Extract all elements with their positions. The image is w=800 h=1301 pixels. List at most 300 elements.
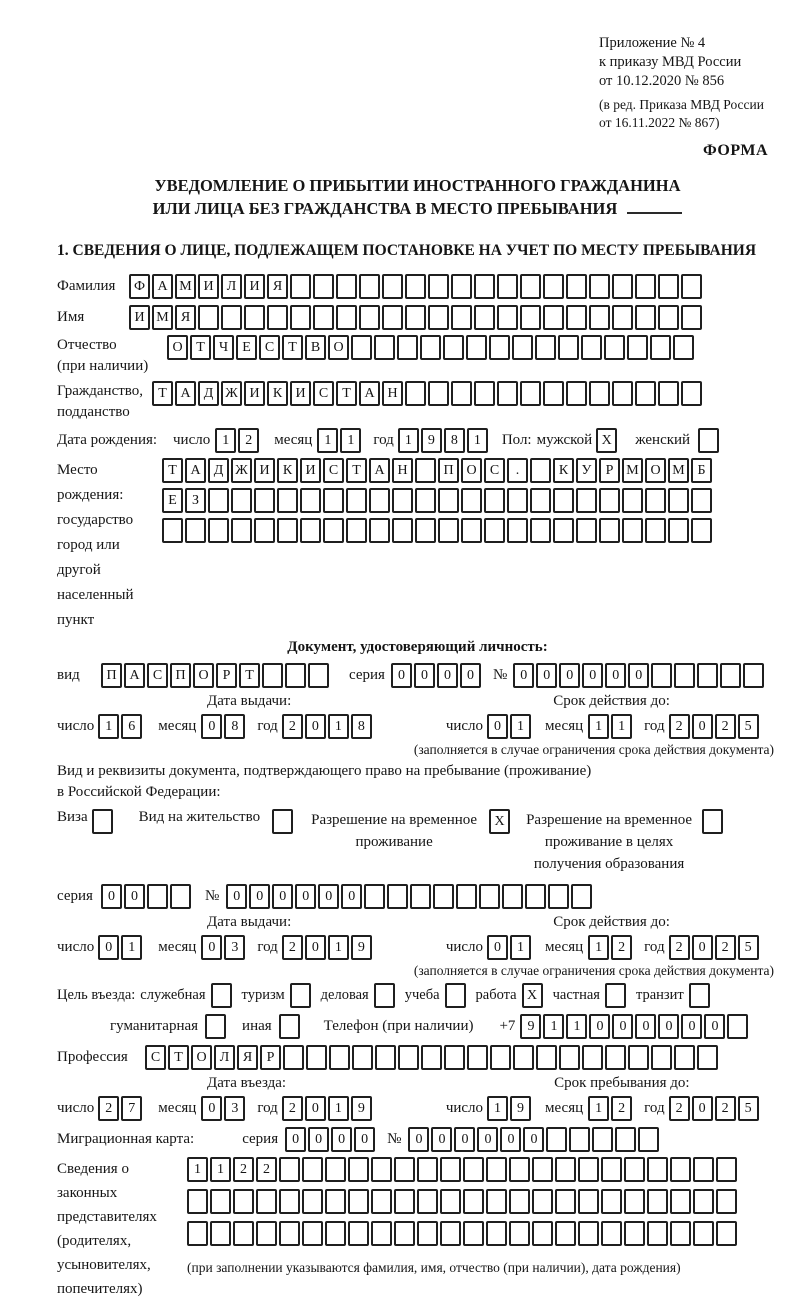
char-cell[interactable] <box>325 1157 346 1182</box>
char-cell[interactable]: 1 <box>187 1157 208 1182</box>
char-cell[interactable]: П <box>101 663 122 688</box>
char-cell[interactable] <box>348 1157 369 1182</box>
char-cell[interactable]: 1 <box>328 1096 349 1121</box>
char-cell[interactable]: С <box>323 458 344 483</box>
char-cell[interactable]: 1 <box>121 935 142 960</box>
char-cell[interactable] <box>440 1189 461 1214</box>
char-cell[interactable] <box>428 305 449 330</box>
char-cell[interactable]: Р <box>260 1045 281 1070</box>
char-cell[interactable]: 1 <box>543 1014 564 1039</box>
char-cell[interactable] <box>658 381 679 406</box>
char-cell[interactable] <box>624 1189 645 1214</box>
char-cell[interactable]: П <box>438 458 459 483</box>
char-cell[interactable] <box>438 488 459 513</box>
char-cell[interactable]: О <box>461 458 482 483</box>
char-cell[interactable] <box>647 1157 668 1182</box>
char-cell[interactable] <box>599 488 620 513</box>
char-cell[interactable] <box>532 1189 553 1214</box>
char-cell[interactable]: 8 <box>351 714 372 739</box>
char-cell[interactable]: Т <box>346 458 367 483</box>
char-cell[interactable] <box>635 381 656 406</box>
char-cell[interactable] <box>467 1045 488 1070</box>
char-cell[interactable]: 1 <box>588 1096 609 1121</box>
char-cell[interactable]: 8 <box>444 428 465 453</box>
char-cell[interactable]: Л <box>221 274 242 299</box>
char-cell[interactable] <box>256 1189 277 1214</box>
char-cell[interactable]: 1 <box>588 935 609 960</box>
char-cell[interactable]: Т <box>239 663 260 688</box>
char-cell[interactable]: Ч <box>213 335 234 360</box>
char-cell[interactable] <box>397 335 418 360</box>
char-cell[interactable] <box>351 335 372 360</box>
char-cell[interactable] <box>369 518 390 543</box>
char-cell[interactable] <box>233 1221 254 1246</box>
char-cell[interactable]: Б <box>691 458 712 483</box>
char-cell[interactable]: 1 <box>510 935 531 960</box>
char-cell[interactable] <box>555 1189 576 1214</box>
char-cell[interactable] <box>352 1045 373 1070</box>
char-cell[interactable] <box>198 305 219 330</box>
char-cell[interactable] <box>578 1189 599 1214</box>
char-cell[interactable]: 1 <box>98 714 119 739</box>
char-cell[interactable] <box>325 1189 346 1214</box>
char-cell[interactable] <box>369 488 390 513</box>
char-cell[interactable]: 1 <box>340 428 361 453</box>
char-cell[interactable]: 0 <box>513 663 534 688</box>
char-cell[interactable]: 7 <box>121 1096 142 1121</box>
char-cell[interactable]: 2 <box>282 935 303 960</box>
char-cell[interactable]: Е <box>162 488 183 513</box>
char-cell[interactable] <box>254 518 275 543</box>
char-cell[interactable] <box>605 1045 626 1070</box>
char-cell[interactable]: 0 <box>305 1096 326 1121</box>
char-cell[interactable]: 2 <box>256 1157 277 1182</box>
char-cell[interactable] <box>374 335 395 360</box>
char-cell[interactable] <box>420 335 441 360</box>
char-cell[interactable]: 0 <box>692 935 713 960</box>
char-cell[interactable]: 2 <box>669 935 690 960</box>
char-cell[interactable] <box>208 518 229 543</box>
char-cell[interactable]: 5 <box>738 1096 759 1121</box>
char-cell[interactable] <box>279 1221 300 1246</box>
char-cell[interactable] <box>727 1014 748 1039</box>
char-cell[interactable]: О <box>167 335 188 360</box>
char-cell[interactable]: Е <box>236 335 257 360</box>
char-cell[interactable]: С <box>484 458 505 483</box>
char-cell[interactable]: И <box>254 458 275 483</box>
char-cell[interactable] <box>451 274 472 299</box>
char-cell[interactable]: 1 <box>566 1014 587 1039</box>
char-cell[interactable]: Д <box>198 381 219 406</box>
char-cell[interactable] <box>382 274 403 299</box>
char-cell[interactable]: 2 <box>238 428 259 453</box>
char-cell[interactable]: 0 <box>523 1127 544 1152</box>
char-cell[interactable]: 8 <box>224 714 245 739</box>
char-cell[interactable]: П <box>170 663 191 688</box>
char-cell[interactable] <box>394 1157 415 1182</box>
char-cell[interactable] <box>313 305 334 330</box>
char-cell[interactable] <box>210 1221 231 1246</box>
char-cell[interactable]: 5 <box>738 714 759 739</box>
char-cell[interactable]: И <box>198 274 219 299</box>
char-cell[interactable]: 0 <box>331 1127 352 1152</box>
char-cell[interactable] <box>622 518 643 543</box>
char-cell[interactable] <box>576 518 597 543</box>
char-cell[interactable]: 1 <box>467 428 488 453</box>
char-cell[interactable] <box>444 1045 465 1070</box>
char-cell[interactable]: И <box>244 381 265 406</box>
char-cell[interactable]: X <box>596 428 617 453</box>
char-cell[interactable]: 0 <box>201 935 222 960</box>
char-cell[interactable] <box>387 884 408 909</box>
char-cell[interactable] <box>509 1221 530 1246</box>
char-cell[interactable] <box>440 1157 461 1182</box>
char-cell[interactable] <box>716 1189 737 1214</box>
char-cell[interactable] <box>208 488 229 513</box>
char-cell[interactable] <box>474 274 495 299</box>
char-cell[interactable] <box>645 518 666 543</box>
char-cell[interactable] <box>463 1189 484 1214</box>
char-cell[interactable]: Д <box>208 458 229 483</box>
char-cell[interactable] <box>410 884 431 909</box>
char-cell[interactable]: 9 <box>351 1096 372 1121</box>
char-cell[interactable] <box>532 1157 553 1182</box>
char-cell[interactable] <box>308 663 329 688</box>
char-cell[interactable] <box>187 1221 208 1246</box>
char-cell[interactable]: 6 <box>121 714 142 739</box>
char-cell[interactable] <box>375 1045 396 1070</box>
char-cell[interactable] <box>371 1157 392 1182</box>
char-cell[interactable] <box>530 518 551 543</box>
char-cell[interactable] <box>702 809 723 834</box>
char-cell[interactable]: 0 <box>612 1014 633 1039</box>
char-cell[interactable]: Т <box>336 381 357 406</box>
char-cell[interactable] <box>405 305 426 330</box>
char-cell[interactable] <box>290 274 311 299</box>
char-cell[interactable]: А <box>369 458 390 483</box>
char-cell[interactable]: Я <box>175 305 196 330</box>
char-cell[interactable] <box>525 884 546 909</box>
char-cell[interactable]: И <box>244 274 265 299</box>
char-cell[interactable] <box>497 274 518 299</box>
char-cell[interactable]: А <box>185 458 206 483</box>
char-cell[interactable]: 0 <box>431 1127 452 1152</box>
char-cell[interactable] <box>428 381 449 406</box>
char-cell[interactable] <box>670 1221 691 1246</box>
char-cell[interactable]: 2 <box>282 1096 303 1121</box>
char-cell[interactable] <box>92 809 113 834</box>
char-cell[interactable] <box>394 1189 415 1214</box>
char-cell[interactable]: 0 <box>704 1014 725 1039</box>
char-cell[interactable]: X <box>489 809 510 834</box>
char-cell[interactable] <box>463 1221 484 1246</box>
char-cell[interactable] <box>651 663 672 688</box>
char-cell[interactable] <box>612 274 633 299</box>
char-cell[interactable]: 9 <box>421 428 442 453</box>
char-cell[interactable]: С <box>259 335 280 360</box>
char-cell[interactable] <box>371 1221 392 1246</box>
char-cell[interactable]: О <box>193 663 214 688</box>
char-cell[interactable]: 0 <box>391 663 412 688</box>
char-cell[interactable]: А <box>359 381 380 406</box>
char-cell[interactable]: С <box>145 1045 166 1070</box>
char-cell[interactable] <box>277 518 298 543</box>
char-cell[interactable] <box>635 274 656 299</box>
char-cell[interactable]: 0 <box>635 1014 656 1039</box>
char-cell[interactable]: 0 <box>308 1127 329 1152</box>
char-cell[interactable] <box>509 1157 530 1182</box>
char-cell[interactable] <box>187 1189 208 1214</box>
char-cell[interactable]: 0 <box>305 935 326 960</box>
char-cell[interactable] <box>532 1221 553 1246</box>
char-cell[interactable] <box>313 274 334 299</box>
char-cell[interactable] <box>507 488 528 513</box>
char-cell[interactable]: 0 <box>658 1014 679 1039</box>
char-cell[interactable]: Ф <box>129 274 150 299</box>
char-cell[interactable] <box>668 488 689 513</box>
char-cell[interactable] <box>651 1045 672 1070</box>
char-cell[interactable]: К <box>553 458 574 483</box>
char-cell[interactable] <box>417 1157 438 1182</box>
char-cell[interactable]: 0 <box>437 663 458 688</box>
char-cell[interactable] <box>474 305 495 330</box>
char-cell[interactable] <box>530 488 551 513</box>
char-cell[interactable] <box>716 1221 737 1246</box>
char-cell[interactable]: 0 <box>341 884 362 909</box>
char-cell[interactable]: К <box>277 458 298 483</box>
char-cell[interactable] <box>674 663 695 688</box>
char-cell[interactable]: М <box>152 305 173 330</box>
char-cell[interactable] <box>306 1045 327 1070</box>
char-cell[interactable]: . <box>507 458 528 483</box>
char-cell[interactable]: Т <box>152 381 173 406</box>
char-cell[interactable] <box>302 1189 323 1214</box>
char-cell[interactable]: И <box>300 458 321 483</box>
char-cell[interactable]: 1 <box>328 714 349 739</box>
char-cell[interactable]: 0 <box>454 1127 475 1152</box>
char-cell[interactable] <box>325 1221 346 1246</box>
char-cell[interactable] <box>254 488 275 513</box>
char-cell[interactable]: 2 <box>611 935 632 960</box>
char-cell[interactable]: 2 <box>669 714 690 739</box>
char-cell[interactable] <box>589 305 610 330</box>
char-cell[interactable] <box>670 1157 691 1182</box>
char-cell[interactable] <box>279 1014 300 1039</box>
char-cell[interactable]: 1 <box>588 714 609 739</box>
char-cell[interactable] <box>451 381 472 406</box>
char-cell[interactable] <box>520 305 541 330</box>
char-cell[interactable] <box>650 335 671 360</box>
char-cell[interactable] <box>601 1221 622 1246</box>
char-cell[interactable] <box>612 381 633 406</box>
char-cell[interactable] <box>520 274 541 299</box>
char-cell[interactable]: И <box>290 381 311 406</box>
char-cell[interactable] <box>566 305 587 330</box>
char-cell[interactable] <box>571 884 592 909</box>
char-cell[interactable] <box>348 1189 369 1214</box>
char-cell[interactable] <box>530 458 551 483</box>
char-cell[interactable]: 0 <box>681 1014 702 1039</box>
char-cell[interactable]: 0 <box>582 663 603 688</box>
char-cell[interactable] <box>486 1157 507 1182</box>
char-cell[interactable] <box>658 305 679 330</box>
char-cell[interactable]: 1 <box>215 428 236 453</box>
char-cell[interactable]: З <box>185 488 206 513</box>
char-cell[interactable] <box>329 1045 350 1070</box>
char-cell[interactable] <box>463 1157 484 1182</box>
char-cell[interactable] <box>336 305 357 330</box>
char-cell[interactable] <box>497 305 518 330</box>
char-cell[interactable] <box>323 488 344 513</box>
char-cell[interactable]: 0 <box>201 1096 222 1121</box>
char-cell[interactable] <box>601 1189 622 1214</box>
char-cell[interactable] <box>520 381 541 406</box>
char-cell[interactable] <box>348 1221 369 1246</box>
char-cell[interactable] <box>624 1221 645 1246</box>
char-cell[interactable]: 0 <box>692 1096 713 1121</box>
char-cell[interactable] <box>272 809 293 834</box>
char-cell[interactable] <box>536 1045 557 1070</box>
char-cell[interactable]: 9 <box>520 1014 541 1039</box>
char-cell[interactable] <box>604 335 625 360</box>
char-cell[interactable] <box>720 663 741 688</box>
char-cell[interactable]: А <box>124 663 145 688</box>
char-cell[interactable] <box>466 335 487 360</box>
char-cell[interactable]: 0 <box>559 663 580 688</box>
char-cell[interactable]: 0 <box>628 663 649 688</box>
char-cell[interactable] <box>290 983 311 1008</box>
char-cell[interactable]: А <box>175 381 196 406</box>
char-cell[interactable]: И <box>129 305 150 330</box>
char-cell[interactable]: 0 <box>354 1127 375 1152</box>
char-cell[interactable] <box>456 884 477 909</box>
char-cell[interactable] <box>484 518 505 543</box>
char-cell[interactable]: 0 <box>295 884 316 909</box>
char-cell[interactable]: Т <box>282 335 303 360</box>
char-cell[interactable] <box>392 518 413 543</box>
char-cell[interactable]: 3 <box>224 1096 245 1121</box>
char-cell[interactable] <box>693 1189 714 1214</box>
char-cell[interactable] <box>569 1127 590 1152</box>
char-cell[interactable] <box>691 488 712 513</box>
char-cell[interactable]: 9 <box>510 1096 531 1121</box>
char-cell[interactable] <box>279 1157 300 1182</box>
char-cell[interactable] <box>364 884 385 909</box>
char-cell[interactable]: Л <box>214 1045 235 1070</box>
char-cell[interactable] <box>374 983 395 1008</box>
char-cell[interactable] <box>405 274 426 299</box>
char-cell[interactable]: 2 <box>233 1157 254 1182</box>
char-cell[interactable] <box>674 1045 695 1070</box>
char-cell[interactable] <box>267 305 288 330</box>
char-cell[interactable] <box>647 1189 668 1214</box>
char-cell[interactable] <box>581 335 602 360</box>
char-cell[interactable] <box>382 305 403 330</box>
char-cell[interactable]: 0 <box>487 714 508 739</box>
char-cell[interactable] <box>589 274 610 299</box>
char-cell[interactable]: 2 <box>715 1096 736 1121</box>
char-cell[interactable] <box>535 335 556 360</box>
char-cell[interactable] <box>490 1045 511 1070</box>
char-cell[interactable]: Ж <box>231 458 252 483</box>
char-cell[interactable] <box>502 884 523 909</box>
char-cell[interactable]: 0 <box>305 714 326 739</box>
char-cell[interactable] <box>558 335 579 360</box>
char-cell[interactable] <box>559 1045 580 1070</box>
char-cell[interactable]: 0 <box>226 884 247 909</box>
char-cell[interactable] <box>638 1127 659 1152</box>
char-cell[interactable]: Р <box>216 663 237 688</box>
char-cell[interactable]: Н <box>382 381 403 406</box>
char-cell[interactable] <box>612 305 633 330</box>
char-cell[interactable] <box>405 381 426 406</box>
char-cell[interactable]: 0 <box>500 1127 521 1152</box>
char-cell[interactable] <box>233 1189 254 1214</box>
char-cell[interactable] <box>543 274 564 299</box>
char-cell[interactable] <box>244 305 265 330</box>
char-cell[interactable] <box>359 274 380 299</box>
char-cell[interactable] <box>509 1189 530 1214</box>
char-cell[interactable] <box>211 983 232 1008</box>
char-cell[interactable] <box>601 1157 622 1182</box>
char-cell[interactable] <box>489 335 510 360</box>
char-cell[interactable] <box>300 488 321 513</box>
char-cell[interactable] <box>162 518 183 543</box>
char-cell[interactable]: М <box>175 274 196 299</box>
char-cell[interactable]: С <box>313 381 334 406</box>
char-cell[interactable] <box>479 884 500 909</box>
char-cell[interactable] <box>543 381 564 406</box>
char-cell[interactable]: С <box>147 663 168 688</box>
char-cell[interactable] <box>170 884 191 909</box>
char-cell[interactable]: Т <box>190 335 211 360</box>
char-cell[interactable] <box>486 1189 507 1214</box>
char-cell[interactable]: 0 <box>272 884 293 909</box>
char-cell[interactable]: 1 <box>611 714 632 739</box>
char-cell[interactable] <box>147 884 168 909</box>
char-cell[interactable] <box>346 518 367 543</box>
char-cell[interactable] <box>553 488 574 513</box>
char-cell[interactable] <box>440 1221 461 1246</box>
char-cell[interactable] <box>589 381 610 406</box>
char-cell[interactable]: 0 <box>201 714 222 739</box>
char-cell[interactable]: 5 <box>738 935 759 960</box>
char-cell[interactable]: А <box>152 274 173 299</box>
char-cell[interactable]: Я <box>267 274 288 299</box>
char-cell[interactable] <box>346 488 367 513</box>
char-cell[interactable]: О <box>645 458 666 483</box>
char-cell[interactable]: X <box>522 983 543 1008</box>
char-cell[interactable] <box>691 518 712 543</box>
char-cell[interactable]: 1 <box>210 1157 231 1182</box>
char-cell[interactable] <box>507 518 528 543</box>
char-cell[interactable]: Я <box>237 1045 258 1070</box>
char-cell[interactable]: У <box>576 458 597 483</box>
char-cell[interactable] <box>628 1045 649 1070</box>
char-cell[interactable]: 0 <box>408 1127 429 1152</box>
char-cell[interactable]: 1 <box>328 935 349 960</box>
char-cell[interactable]: К <box>267 381 288 406</box>
char-cell[interactable] <box>697 1045 718 1070</box>
char-cell[interactable] <box>512 335 533 360</box>
char-cell[interactable] <box>693 1221 714 1246</box>
char-cell[interactable]: 0 <box>460 663 481 688</box>
char-cell[interactable]: 3 <box>224 935 245 960</box>
char-cell[interactable]: 1 <box>317 428 338 453</box>
char-cell[interactable]: 1 <box>510 714 531 739</box>
char-cell[interactable] <box>205 1014 226 1039</box>
char-cell[interactable] <box>461 488 482 513</box>
